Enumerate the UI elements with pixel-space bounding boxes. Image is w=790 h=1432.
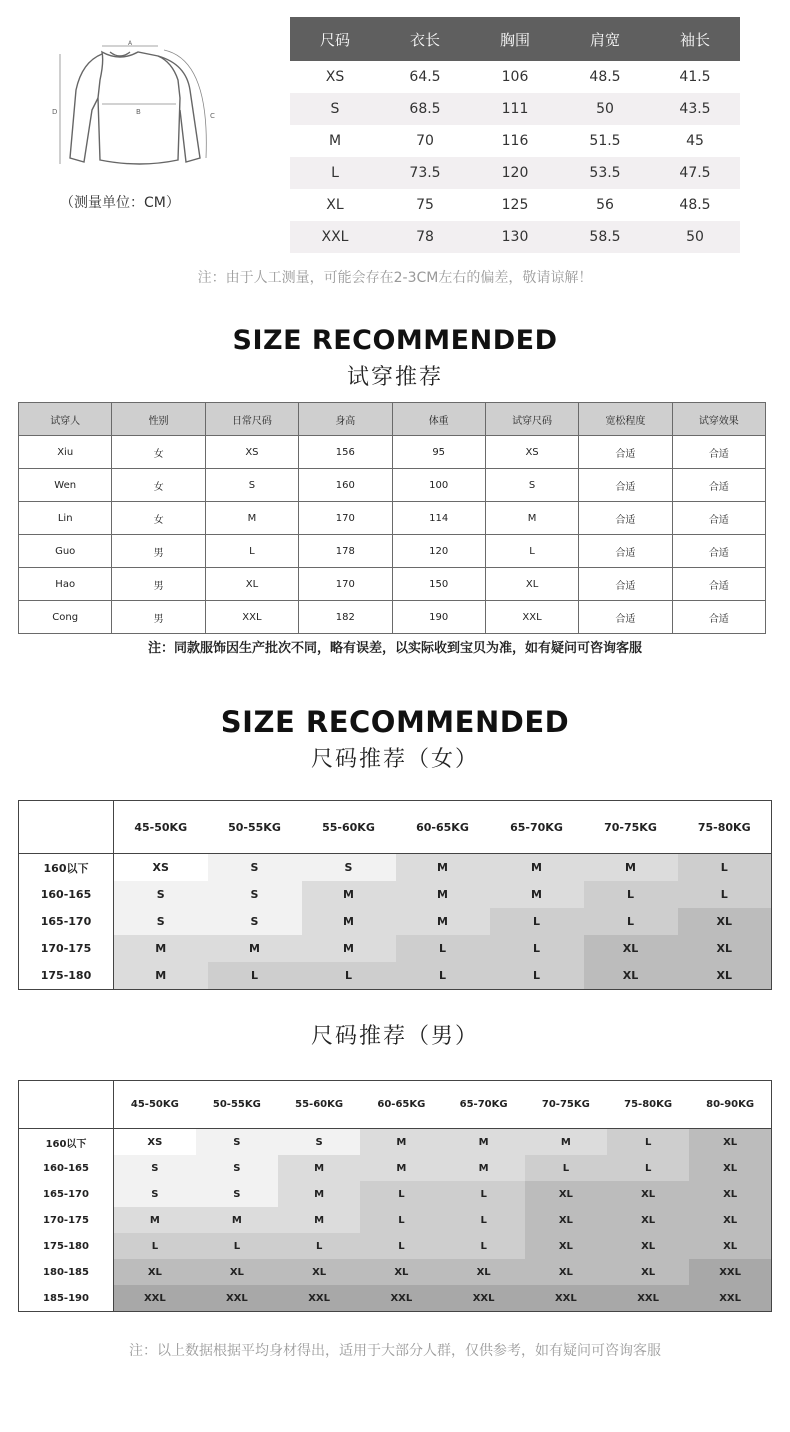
- height-row-label: 180-185: [19, 1259, 114, 1285]
- fit-cell: S: [485, 469, 578, 502]
- size-recommendation-cell: L: [490, 908, 584, 935]
- fit-table: [18, 402, 766, 634]
- size-recommendation-cell: XXL: [278, 1285, 360, 1312]
- size-recommendation-cell: M: [278, 1207, 360, 1233]
- weight-header-cell: 75-80KG: [607, 1081, 689, 1129]
- men-grid-header-row: [19, 1081, 772, 1129]
- size-recommendation-cell: L: [396, 935, 490, 962]
- fit-cell: XL: [205, 568, 298, 601]
- size-chart-cell: 43.5: [650, 93, 740, 125]
- size-recommendation-cell: XXL: [443, 1285, 525, 1312]
- size-recommendation-cell: S: [196, 1181, 278, 1207]
- size-recommendation-cell: XL: [678, 962, 772, 990]
- size-recommendation-cell: S: [196, 1129, 278, 1156]
- size-chart-cell: 51.5: [589, 133, 621, 149]
- fit-cell: 女: [112, 469, 205, 502]
- fit-cell: 120: [392, 535, 485, 568]
- size-chart-cell: 78: [380, 221, 470, 253]
- size-recommendation-cell: XXL: [689, 1259, 771, 1285]
- size-recommendation-cell: L: [678, 854, 772, 882]
- men-section-subtitle: 尺码推荐（男）: [310, 1024, 479, 1049]
- size-recommendation-cell: M: [525, 1129, 607, 1156]
- height-row-label: 175-180: [19, 1233, 114, 1259]
- fit-cell: 合适: [672, 436, 765, 469]
- size-recommendation-cell: L: [607, 1155, 689, 1181]
- weight-header-cell: 80-90KG: [689, 1081, 771, 1129]
- size-recommendation-cell: L: [443, 1181, 525, 1207]
- measurement-note: 注：由于人工测量，可能会存在2-3CM左右的偏差，敬请谅解！: [197, 270, 593, 286]
- size-recommendation-cell: XL: [443, 1259, 525, 1285]
- size-chart-cell: 64.5: [409, 69, 441, 85]
- size-recommendation-cell: L: [360, 1207, 442, 1233]
- size-recommendation-cell: M: [396, 908, 490, 935]
- fit-cell: 合适: [672, 469, 765, 502]
- size-recommendation-cell: S: [114, 1181, 196, 1207]
- size-recommendation-cell: XXL: [360, 1285, 442, 1312]
- fit-header-cell: 体重: [392, 403, 485, 436]
- size-chart-cell: 73.5: [380, 157, 470, 189]
- fit-table-header-row: [19, 403, 766, 436]
- size-recommendation-cell: XL: [689, 1233, 771, 1259]
- fit-cell: 合适: [672, 502, 765, 535]
- size-recommendation-cell: XXL: [196, 1285, 278, 1312]
- fit-header-cell: 身高: [299, 403, 392, 436]
- fit-header-cell: 试穿人: [19, 403, 112, 436]
- size-recommendation-cell: S: [208, 881, 302, 908]
- table-row: [290, 221, 740, 253]
- size-recommendation-cell: L: [208, 962, 302, 990]
- size-recommendation-cell: M: [114, 935, 208, 962]
- size-recommendation-cell: L: [196, 1233, 278, 1259]
- women-grid-body: [19, 854, 772, 990]
- size-recommendation-cell: L: [490, 935, 584, 962]
- table-row: [19, 881, 772, 908]
- weight-header-cell: 65-70KG: [490, 801, 584, 854]
- size-recommendation-cell: M: [114, 962, 208, 990]
- weight-header-cell: 45-50KG: [114, 1081, 196, 1129]
- diagram-label-d: D: [52, 108, 58, 116]
- women-grid-header-row: [19, 801, 772, 854]
- size-recommendation-cell: XL: [278, 1259, 360, 1285]
- table-row: [19, 962, 772, 990]
- size-chart-cell: 50: [560, 93, 650, 125]
- fit-cell: Cong: [19, 601, 112, 634]
- size-recommendation-cell: XS: [114, 1129, 196, 1156]
- fit-cell: 男: [112, 535, 205, 568]
- size-chart-cell: 41.5: [679, 69, 711, 85]
- size-recommendation-cell: L: [490, 962, 584, 990]
- table-row: [19, 1129, 772, 1156]
- size-chart-cell: 75: [416, 197, 434, 213]
- table-row: [19, 601, 766, 634]
- weight-header-cell: 55-60KG: [302, 801, 396, 854]
- fit-cell: XS: [205, 436, 298, 469]
- size-recommendation-cell: S: [196, 1155, 278, 1181]
- fit-cell: 男: [112, 568, 205, 601]
- fit-header-cell: 试穿效果: [672, 403, 765, 436]
- size-chart-body: [290, 61, 740, 253]
- size-chart-cell: 53.5: [560, 157, 650, 189]
- size-recommendation-cell: M: [208, 935, 302, 962]
- size-recommendation-cell: XL: [689, 1181, 771, 1207]
- size-recommendation-cell: L: [302, 962, 396, 990]
- table-row: [290, 157, 740, 189]
- size-recommendation-cell: M: [196, 1207, 278, 1233]
- table-row: [19, 469, 766, 502]
- size-recommendation-cell: XL: [525, 1207, 607, 1233]
- table-row: [19, 1259, 772, 1285]
- size-recommendation-cell: M: [443, 1129, 525, 1156]
- size-recommendation-cell: XXL: [114, 1285, 196, 1312]
- size-recommendation-cell: XL: [678, 935, 772, 962]
- men-note: 注：以上数据根据平均身材得出，适用于大部分人群，仅供参考，如有疑问可咨询客服: [129, 1343, 661, 1359]
- size-chart-header-cell: 胸围: [470, 17, 560, 61]
- fit-header-cell: 日常尺码: [205, 403, 298, 436]
- size-recommendation-cell: M: [302, 881, 396, 908]
- size-recommendation-cell: M: [396, 854, 490, 882]
- size-chart-header-row: [290, 17, 740, 61]
- fit-cell: 150: [392, 568, 485, 601]
- table-row: [290, 189, 740, 221]
- fit-cell: 合适: [579, 568, 672, 601]
- size-recommendation-cell: XS: [114, 854, 208, 882]
- size-recommendation-cell: XL: [607, 1181, 689, 1207]
- diagram-label-a: A: [128, 40, 133, 47]
- size-recommendation-cell: L: [443, 1233, 525, 1259]
- fit-cell: Lin: [19, 502, 112, 535]
- fit-cell: 170: [299, 502, 392, 535]
- size-recommendation-cell: L: [525, 1155, 607, 1181]
- size-chart-cell: XS: [325, 69, 345, 85]
- size-chart-cell: 47.5: [650, 157, 740, 189]
- size-recommendation-cell: S: [114, 908, 208, 935]
- fit-cell: 女: [112, 502, 205, 535]
- height-row-label: 170-175: [19, 1207, 114, 1233]
- fit-header-cell: 试穿尺码: [485, 403, 578, 436]
- height-row-label: 165-170: [19, 1181, 114, 1207]
- fit-cell: XXL: [205, 601, 298, 634]
- height-row-label: 165-170: [19, 908, 114, 935]
- table-row: [19, 1207, 772, 1233]
- fit-cell: 95: [392, 436, 485, 469]
- table-row: [19, 1233, 772, 1259]
- fit-cell: Xiu: [19, 436, 112, 469]
- table-row: [19, 1155, 772, 1181]
- size-recommendation-cell: XL: [360, 1259, 442, 1285]
- size-recommendation-cell: L: [360, 1181, 442, 1207]
- fit-cell: 182: [299, 601, 392, 634]
- diagram-label-c: C: [210, 112, 215, 120]
- size-recommendation-cell: XL: [584, 962, 678, 990]
- size-recommendation-cell: XL: [607, 1233, 689, 1259]
- weight-header-cell: 70-75KG: [525, 1081, 607, 1129]
- fit-cell: S: [205, 469, 298, 502]
- fit-cell: 100: [392, 469, 485, 502]
- size-chart-cell: 48.5: [679, 197, 711, 213]
- size-chart-header-cell: 袖长: [650, 17, 740, 61]
- grid-corner-cell: [19, 1081, 114, 1129]
- table-row: [19, 935, 772, 962]
- fit-cell: L: [205, 535, 298, 568]
- size-recommendation-cell: S: [278, 1129, 360, 1156]
- size-recommendation-cell: M: [584, 854, 678, 882]
- size-recommendation-cell: M: [278, 1155, 360, 1181]
- size-recommendation-cell: M: [278, 1181, 360, 1207]
- size-recommendation-cell: M: [360, 1129, 442, 1156]
- weight-header-cell: 45-50KG: [114, 801, 208, 854]
- fit-cell: 170: [299, 568, 392, 601]
- size-chart-cell: 68.5: [380, 93, 470, 125]
- size-recommendation-cell: L: [396, 962, 490, 990]
- fit-cell: M: [485, 502, 578, 535]
- fit-cell: 160: [299, 469, 392, 502]
- size-recommendation-cell: M: [443, 1155, 525, 1181]
- size-recommendation-cell: XL: [607, 1259, 689, 1285]
- table-row: [19, 854, 772, 882]
- size-recommendation-cell: XL: [584, 935, 678, 962]
- size-chart-cell: M: [328, 133, 342, 149]
- size-recommendation-cell: L: [584, 908, 678, 935]
- fit-cell: 合适: [579, 535, 672, 568]
- fit-cell: 合适: [672, 535, 765, 568]
- weight-header-cell: 65-70KG: [443, 1081, 525, 1129]
- table-row: [19, 568, 766, 601]
- fit-cell: 190: [392, 601, 485, 634]
- size-chart-cell: 50: [650, 221, 740, 253]
- size-recommendation-cell: L: [678, 881, 772, 908]
- size-recommendation-cell: S: [208, 854, 302, 882]
- diagram-label-b: B: [136, 108, 141, 116]
- size-chart-table: [290, 17, 740, 253]
- weight-header-cell: 50-55KG: [196, 1081, 278, 1129]
- table-row: [19, 436, 766, 469]
- size-recommendation-cell: XL: [525, 1259, 607, 1285]
- size-recommendation-cell: L: [360, 1233, 442, 1259]
- fit-cell: XL: [485, 568, 578, 601]
- fit-cell: 合适: [579, 469, 672, 502]
- weight-header-cell: 60-65KG: [360, 1081, 442, 1129]
- fit-cell: XS: [485, 436, 578, 469]
- size-recommendation-cell: XL: [689, 1207, 771, 1233]
- fit-section-title: SIZE RECOMMENDED: [232, 325, 558, 356]
- fit-cell: L: [485, 535, 578, 568]
- size-recommendation-cell: M: [396, 881, 490, 908]
- weight-header-cell: 60-65KG: [396, 801, 490, 854]
- shirt-measurement-diagram: [40, 40, 230, 180]
- size-recommendation-cell: S: [208, 908, 302, 935]
- women-section-title: SIZE RECOMMENDED: [220, 705, 570, 739]
- size-recommendation-cell: XXL: [607, 1285, 689, 1312]
- fit-cell: 女: [112, 436, 205, 469]
- height-row-label: 170-175: [19, 935, 114, 962]
- size-chart-cell: 130: [470, 221, 560, 253]
- fit-cell: Hao: [19, 568, 112, 601]
- women-section-subtitle: 尺码推荐（女）: [310, 747, 479, 772]
- size-chart-cell: XXL: [290, 221, 380, 253]
- size-chart-cell: 48.5: [589, 69, 621, 85]
- fit-note: 注：同款服饰因生产批次不同，略有误差，以实际收到宝贝为准，如有疑问可咨询客服: [147, 641, 642, 656]
- fit-header-cell: 性别: [112, 403, 205, 436]
- women-size-grid: [18, 800, 772, 990]
- height-row-label: 185-190: [19, 1285, 114, 1312]
- size-chart-cell: L: [290, 157, 380, 189]
- weight-header-cell: 75-80KG: [678, 801, 772, 854]
- fit-cell: 合适: [579, 601, 672, 634]
- fit-cell: 男: [112, 601, 205, 634]
- weight-header-cell: 55-60KG: [278, 1081, 360, 1129]
- height-row-label: 160以下: [19, 854, 114, 882]
- size-chart-cell: S: [290, 93, 380, 125]
- size-recommendation-cell: M: [360, 1155, 442, 1181]
- fit-cell: Wen: [19, 469, 112, 502]
- grid-corner-cell: [19, 801, 114, 854]
- men-grid-body: [19, 1129, 772, 1312]
- table-row: [290, 93, 740, 125]
- size-recommendation-cell: XL: [525, 1233, 607, 1259]
- fit-cell: 114: [392, 502, 485, 535]
- size-recommendation-cell: XL: [525, 1181, 607, 1207]
- size-recommendation-cell: XL: [196, 1259, 278, 1285]
- size-recommendation-cell: L: [278, 1233, 360, 1259]
- size-chart-header-cell: 尺码: [290, 17, 380, 61]
- size-recommendation-cell: M: [114, 1207, 196, 1233]
- fit-cell: 合适: [672, 601, 765, 634]
- fit-cell: 合适: [579, 502, 672, 535]
- table-row: [290, 125, 740, 157]
- size-recommendation-cell: XL: [607, 1207, 689, 1233]
- size-chart-cell: 120: [470, 157, 560, 189]
- size-chart-cell: 111: [470, 93, 560, 125]
- size-recommendation-cell: M: [490, 854, 584, 882]
- size-recommendation-cell: S: [302, 854, 396, 882]
- height-row-label: 160-165: [19, 1155, 114, 1181]
- size-chart-cell: 125: [501, 197, 529, 213]
- size-recommendation-cell: M: [302, 935, 396, 962]
- size-recommendation-cell: L: [443, 1207, 525, 1233]
- size-chart-header-cell: 衣长: [380, 17, 470, 61]
- men-size-grid: [18, 1080, 772, 1312]
- fit-cell: 156: [299, 436, 392, 469]
- size-recommendation-cell: S: [114, 1155, 196, 1181]
- size-recommendation-cell: L: [584, 881, 678, 908]
- fit-cell: 合适: [672, 568, 765, 601]
- size-chart-header-cell: 肩宽: [560, 17, 650, 61]
- fit-cell: 合适: [579, 436, 672, 469]
- size-recommendation-cell: L: [114, 1233, 196, 1259]
- height-row-label: 160-165: [19, 881, 114, 908]
- size-recommendation-cell: XXL: [689, 1285, 771, 1312]
- table-row: [19, 1285, 772, 1312]
- fit-cell: Guo: [19, 535, 112, 568]
- fit-header-cell: 宽松程度: [579, 403, 672, 436]
- fit-cell: M: [205, 502, 298, 535]
- table-row: [19, 1181, 772, 1207]
- size-recommendation-cell: S: [114, 881, 208, 908]
- size-recommendation-cell: M: [490, 881, 584, 908]
- height-row-label: 175-180: [19, 962, 114, 990]
- table-row: [19, 502, 766, 535]
- size-recommendation-cell: XXL: [525, 1285, 607, 1312]
- measurement-unit-label: （测量单位：CM）: [60, 195, 180, 211]
- size-recommendation-cell: XL: [689, 1129, 771, 1156]
- size-recommendation-cell: XL: [689, 1155, 771, 1181]
- size-chart-cell: 45: [686, 133, 704, 149]
- table-row: [19, 908, 772, 935]
- size-recommendation-cell: L: [607, 1129, 689, 1156]
- weight-header-cell: 70-75KG: [584, 801, 678, 854]
- table-row: [19, 535, 766, 568]
- size-chart-cell: 116: [501, 133, 529, 149]
- fit-cell: 178: [299, 535, 392, 568]
- size-recommendation-cell: XL: [114, 1259, 196, 1285]
- table-row: [290, 61, 740, 93]
- size-chart-cell: 58.5: [560, 221, 650, 253]
- size-chart-cell: XL: [326, 197, 344, 213]
- fit-cell: XXL: [485, 601, 578, 634]
- fit-section-subtitle: 试穿推荐: [346, 365, 443, 390]
- weight-header-cell: 50-55KG: [208, 801, 302, 854]
- fit-table-body: [19, 436, 766, 634]
- size-recommendation-cell: XL: [678, 908, 772, 935]
- size-chart-cell: 56: [596, 197, 614, 213]
- size-chart-cell: 106: [501, 69, 529, 85]
- size-recommendation-cell: M: [302, 908, 396, 935]
- height-row-label: 160以下: [19, 1129, 114, 1156]
- size-chart-cell: 70: [416, 133, 434, 149]
